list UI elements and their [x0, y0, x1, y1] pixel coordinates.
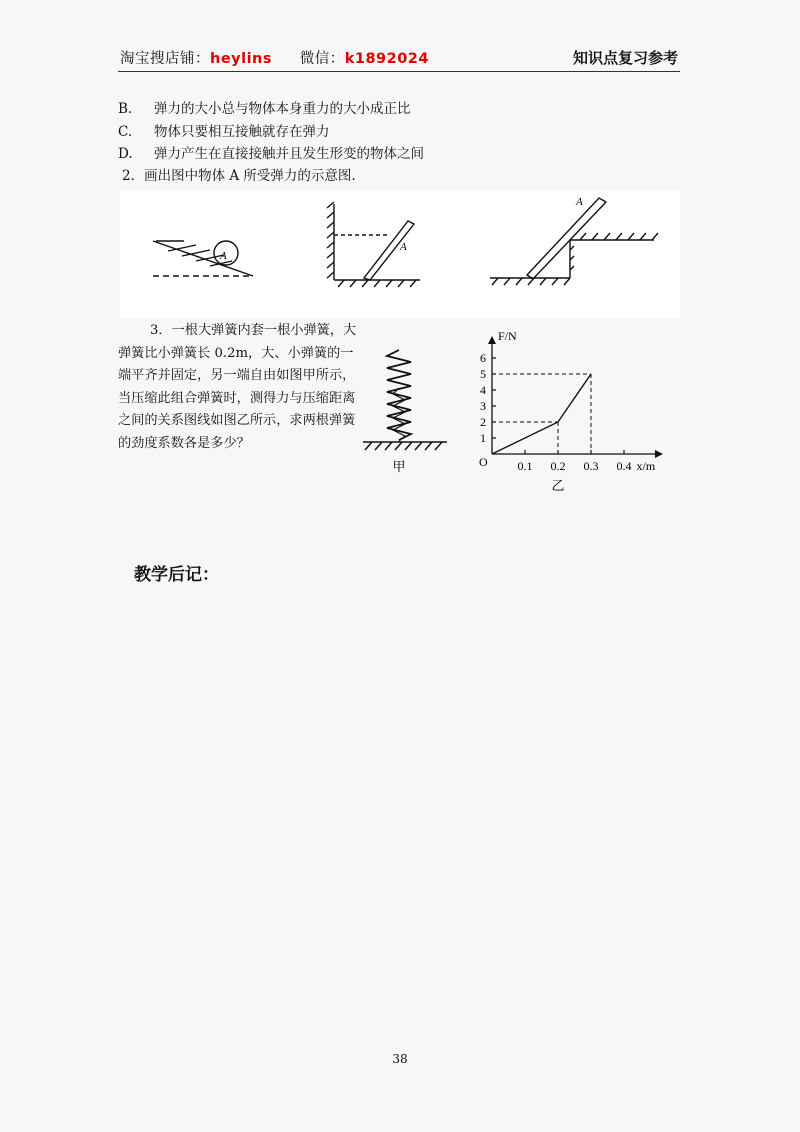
force-displacement-chart — [470, 318, 680, 498]
series-line-f-x — [492, 374, 591, 454]
spring-figure — [355, 340, 455, 480]
question-2: 2．画出图中物体 A 所受弹力的示意图. — [122, 168, 356, 184]
y-tick-label-2: 2 — [480, 415, 486, 429]
figure-1-label: A — [220, 250, 227, 262]
chart-caption: 乙 — [551, 478, 565, 493]
option-b-text: 弹力的大小总与物体本身重力的大小成正比 — [154, 101, 411, 117]
option-d — [118, 142, 424, 162]
x-tick-label-0: 0.1 — [517, 459, 533, 473]
shop-label: 淘宝搜店铺： — [120, 51, 210, 67]
figure-3-label: A — [576, 196, 583, 208]
y-tick-label-3: 3 — [480, 399, 486, 413]
wechat-label: 微信： — [299, 51, 345, 67]
header-title: 知识点复习参考 — [572, 49, 678, 67]
x-tick-label-1: 0.2 — [550, 459, 566, 473]
question-3: 3．一根大弹簧内套一根小弹簧，大弹簧比小弹簧长 0.2m，大、小弹簧的一端平齐并固定，另一端自由如图甲所示，当压缩此组合弹簧时，测得力与压缩距离之间的关系图线如图乙所示，求两根弹簧的劲度系数各是多少？ — [118, 323, 357, 451]
x-tick-label-2: 0.3 — [583, 459, 599, 473]
figure-2-label: A — [400, 241, 407, 253]
y-axis-arrow — [488, 336, 496, 344]
option-d-text: 弹力产生在直接接触并且发生形变的物体之间 — [154, 146, 424, 162]
spring-caption: 甲 — [392, 459, 406, 474]
y-tick-label-1: 1 — [480, 431, 486, 445]
page-number: 38 — [392, 1052, 408, 1066]
figure-rod-on-step — [490, 198, 658, 285]
question-2-figures — [120, 190, 680, 318]
shop-name: heylins — [210, 51, 273, 67]
option-c-label: C. — [118, 124, 133, 140]
figure-ball-on-incline — [153, 241, 253, 276]
teaching-notes-title: 教学后记： — [134, 565, 219, 585]
header-shop-info — [120, 47, 429, 68]
y-tick-label-6: 6 — [480, 351, 486, 365]
origin-label: O — [479, 455, 488, 469]
force-diagrams — [120, 190, 680, 318]
option-b-label: B. — [118, 101, 133, 117]
spring-base — [363, 442, 447, 450]
y-tick-label-5: 5 — [480, 367, 486, 381]
header-divider — [118, 71, 680, 72]
x-axis-arrow — [655, 450, 663, 458]
x-axis-label: x/m — [636, 459, 656, 473]
option-c — [118, 120, 330, 140]
wechat-id: k1892024 — [344, 51, 429, 67]
option-c-text: 物体只要相互接触就存在弹力 — [154, 124, 330, 140]
option-b — [118, 97, 411, 117]
y-tick-label-4: 4 — [480, 383, 486, 397]
y-axis-label: F/N — [498, 329, 517, 343]
x-tick-label-3: 0.4 — [616, 459, 632, 473]
option-d-label: D. — [118, 146, 133, 162]
